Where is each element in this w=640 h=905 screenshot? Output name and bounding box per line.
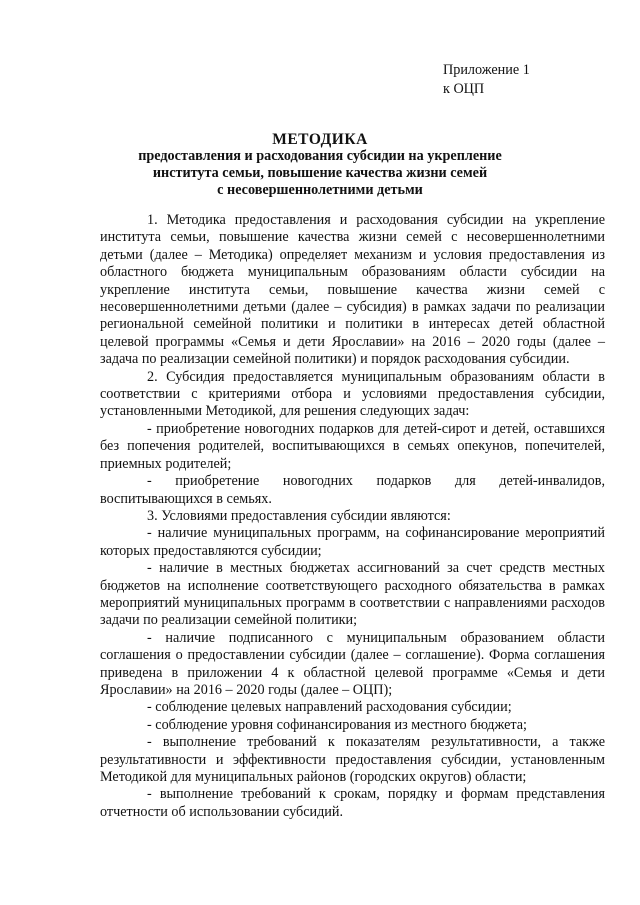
attachment-line-1: Приложение 1 bbox=[443, 62, 530, 78]
attachment-line-2: к ОЦП bbox=[443, 81, 485, 97]
condition-signed-agreement: - наличие подписанного с муниципальным образованием области соглашения о предоставлении субсидии (далее – соглашение). Форма соглашения приведена в приложении 4 к областной целевой программе «Семья и дети Ярославии» на 2016 – 2020 годы (далее – ОЦП); bbox=[100, 629, 605, 698]
condition-target-spending: - соблюдение целевых направлений расходования субсидии; bbox=[147, 699, 512, 716]
condition-municipal-programs: - наличие муниципальных программ, на софинансирование мероприятий которых предоставляются субсидии; bbox=[100, 525, 605, 559]
title-main: МЕТОДИКА bbox=[272, 131, 368, 148]
attachment-label bbox=[443, 61, 530, 99]
title-subtitle bbox=[100, 148, 540, 199]
paragraph-2: 2. Субсидия предоставляется муниципальным образованиям области в соответствии с критериями отбора и условиями предоставления субсидии, установленными Методикой, для решения следующих задач: bbox=[100, 368, 605, 420]
condition-budget-allocations: - наличие в местных бюджетах ассигнований за счет средств местных бюджетов на исполнение соответствующего расходного обязательства в рамках мероприятий муниципальных программ в соответствии с направлениями расходов задачи по реализации семейной политики; bbox=[100, 560, 605, 629]
list-item-disabled-gifts: - приобретение новогодних подарков для детей-инвалидов, воспитывающихся в семьях. bbox=[100, 473, 605, 507]
title-subtitle-line-1: предоставления и расходования субсидии на укрепление bbox=[138, 148, 502, 164]
title-subtitle-line-3: с несовершеннолетними детьми bbox=[217, 182, 423, 198]
condition-performance-indicators: - выполнение требований к показателям результативности, а также результативности и эффективности предоставления субсидии, установленным Методикой для муниципальных районов (городских округов) области; bbox=[100, 734, 605, 785]
list-item-orphans-gifts: - приобретение новогодних подарков для детей-сирот и детей, оставшихся без попечения родителей, воспитывающихся в семьях опекунов, попечителей, приемных родителей; bbox=[100, 420, 605, 472]
paragraph-1: 1. Методика предоставления и расходования субсидии на укрепление института семьи, повышение качества жизни семей с несовершеннолетними детьми (далее – Методика) определяет механизм и условия предоставления из областного бюджета муниципальным образованиям области субсидии на укрепление института семьи, повышение качества жизни семей с несовершеннолетними детьми (далее – субсидия) в рамках задачи по реализации региональной семейной политики и политики в интересах детей областной целевой программы «Семья и дети Ярославии» на 2016 – 2020 годы (далее – задача по реализации семейной политики) и порядок расходования субсидии. bbox=[100, 212, 605, 368]
condition-reporting: - выполнение требований к срокам, порядку и формам представления отчетности об использовании субсидий. bbox=[100, 786, 605, 820]
paragraph-3: 3. Условиями предоставления субсидии являются: bbox=[147, 507, 451, 524]
document-title bbox=[100, 131, 540, 199]
document-body bbox=[100, 212, 605, 821]
title-subtitle-line-2: института семьи, повышение качества жизни семей bbox=[152, 165, 488, 181]
condition-cofinancing-level: - соблюдение уровня софинансирования из местного бюджета; bbox=[147, 716, 527, 733]
